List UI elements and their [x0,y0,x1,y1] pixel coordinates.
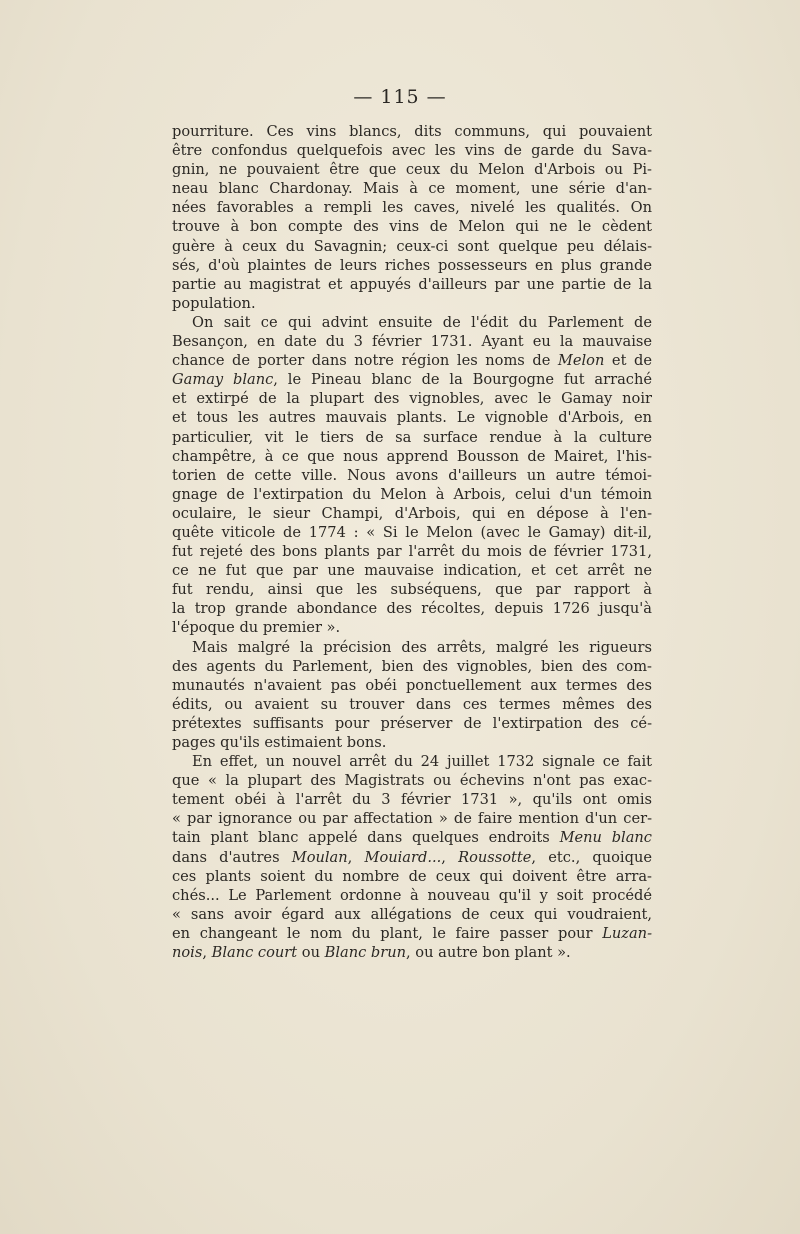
text-line: tain plant blanc appelé dans quelques endroits Menu blanc [172,829,652,847]
text-line: prétextes suffisants pour préserver de l'extirpation des cé- [172,714,652,732]
text-line: On sait ce qui advint ensuite de l'édit du Parlement de [192,313,652,331]
text-line: En effet, un nouvel arrêt du 24 juillet 1732 signale ce fait [192,753,652,771]
text-line: nois, Blanc court ou Blanc brun, ou autre bon plant ». [172,944,571,962]
italic-term: nois [172,944,203,962]
text-line: tement obéi à l'arrêt du 3 février 1731 », qu'ils ont omis [172,791,652,809]
page-number: — 115 — [353,86,447,108]
text-line: pages qu'ils estimaient bons. [172,734,387,751]
paragraph [172,313,652,638]
italic-term: Blanc court [211,944,298,962]
text-line: l'époque du premier ». [172,619,341,637]
text-line: population. [172,294,256,312]
italic-term: Gamay blanc [172,371,274,389]
text-line: nées favorables a rempli les caves, nivelé les qualités. On [172,199,652,217]
italic-term: Luzan- [602,924,652,942]
text-line: champêtre, à ce que nous apprend Bousson de Mairet, l'his- [172,447,652,465]
text-line: la trop grande abondance des récoltes, depuis 1726 jusqu'à [172,600,652,618]
italic-term: Melon [557,352,605,370]
text-line: et extirpé de la plupart des vignobles, avec le Gamay noir [172,390,652,408]
text-line: des agents du Parlement, bien des vignobles, bien des com- [172,657,652,675]
text-line: oculaire, le sieur Champi, d'Arbois, qui en dépose à l'en- [172,504,652,522]
text-line: trouve à bon compte des vins de Melon qui ne le cèdent [172,218,652,236]
text-line: gnage de l'extirpation du Melon à Arbois, celui d'un témoin [172,485,652,503]
text-line: torien de cette ville. Nous avons d'ailleurs un autre témoi- [172,466,652,484]
text-line: chance de porter dans notre région les noms de Melon et de [172,352,652,370]
text-line: dans d'autres Moulan, Mouiard..., Roussotte, etc., quoique [172,848,652,866]
text-line: gnin, ne pouvaient être que ceux du Melon d'Arbois ou Pi- [172,161,652,179]
paragraph [172,638,652,753]
text-line: guère à ceux du Savagnin; ceux-ci sont quelque peu délais- [172,237,652,255]
body-text [172,122,652,962]
text-line: munautés n'avaient pas obéi ponctuellement aux termes des [172,676,652,694]
text-line: « par ignorance ou par affectation » de faire mention d'un cer- [172,810,652,828]
text-line: ces plants soient du nombre de ceux qui doivent être arra- [172,867,652,885]
text-line: particulier, vit le tiers de sa surface rendue à la culture [172,428,652,446]
paragraph [172,752,652,962]
text-line: Gamay blanc, le Pineau blanc de la Bourgogne fut arraché [172,371,652,389]
text-line: en changeant le nom du plant, le faire passer pour Luzan- [172,924,652,942]
text-line: sés, d'où plaintes de leurs riches possesseurs en plus grande [172,256,652,274]
text-line: neau blanc Chardonay. Mais à ce moment, une série d'an- [172,180,652,198]
text-line: ce ne fut que par une mauvaise indication, et cet arrêt ne [172,562,652,580]
italic-term: Menu blanc [559,829,652,847]
text-line: fut rendu, ainsi que les subséquens, que par rapport à [172,581,652,599]
text-line: et tous les autres mauvais plants. Le vignoble d'Arbois, en [172,409,652,427]
text-line: partie au magistrat et appuyés d'ailleurs par une partie de la [172,275,652,293]
text-line: fut rejeté des bons plants par l'arrêt du mois de février 1731, [172,543,652,561]
text-line: Mais malgré la précision des arrêts, malgré les rigueurs [192,638,652,656]
italic-term: Blanc brun [324,944,407,962]
text-line: que « la plupart des Magistrats ou échevins n'ont pas exac- [172,772,652,790]
text-line: être confondus quelquefois avec les vins de garde du Sava- [172,142,652,160]
italic-term: Mouiard... [364,848,442,866]
text-line: « sans avoir égard aux allégations de ceux qui voudraient, [172,905,652,923]
text-line: chés... Le Parlement ordonne à nouveau qu'il y soit procédé [172,886,652,904]
text-line: édits, ou avaient su trouver dans ces termes mêmes des [172,695,652,713]
italic-term: Roussotte [458,848,532,866]
italic-term: Moulan [291,848,348,866]
paragraph [172,122,652,313]
text-line: quête viticole de 1774 : « Si le Melon (avec le Gamay) dit-il, [172,523,652,541]
text-line: pourriture. Ces vins blancs, dits communs, qui pouvaient [172,123,652,140]
text-line: Besançon, en date du 3 février 1731. Ayant eu la mauvaise [172,333,652,351]
